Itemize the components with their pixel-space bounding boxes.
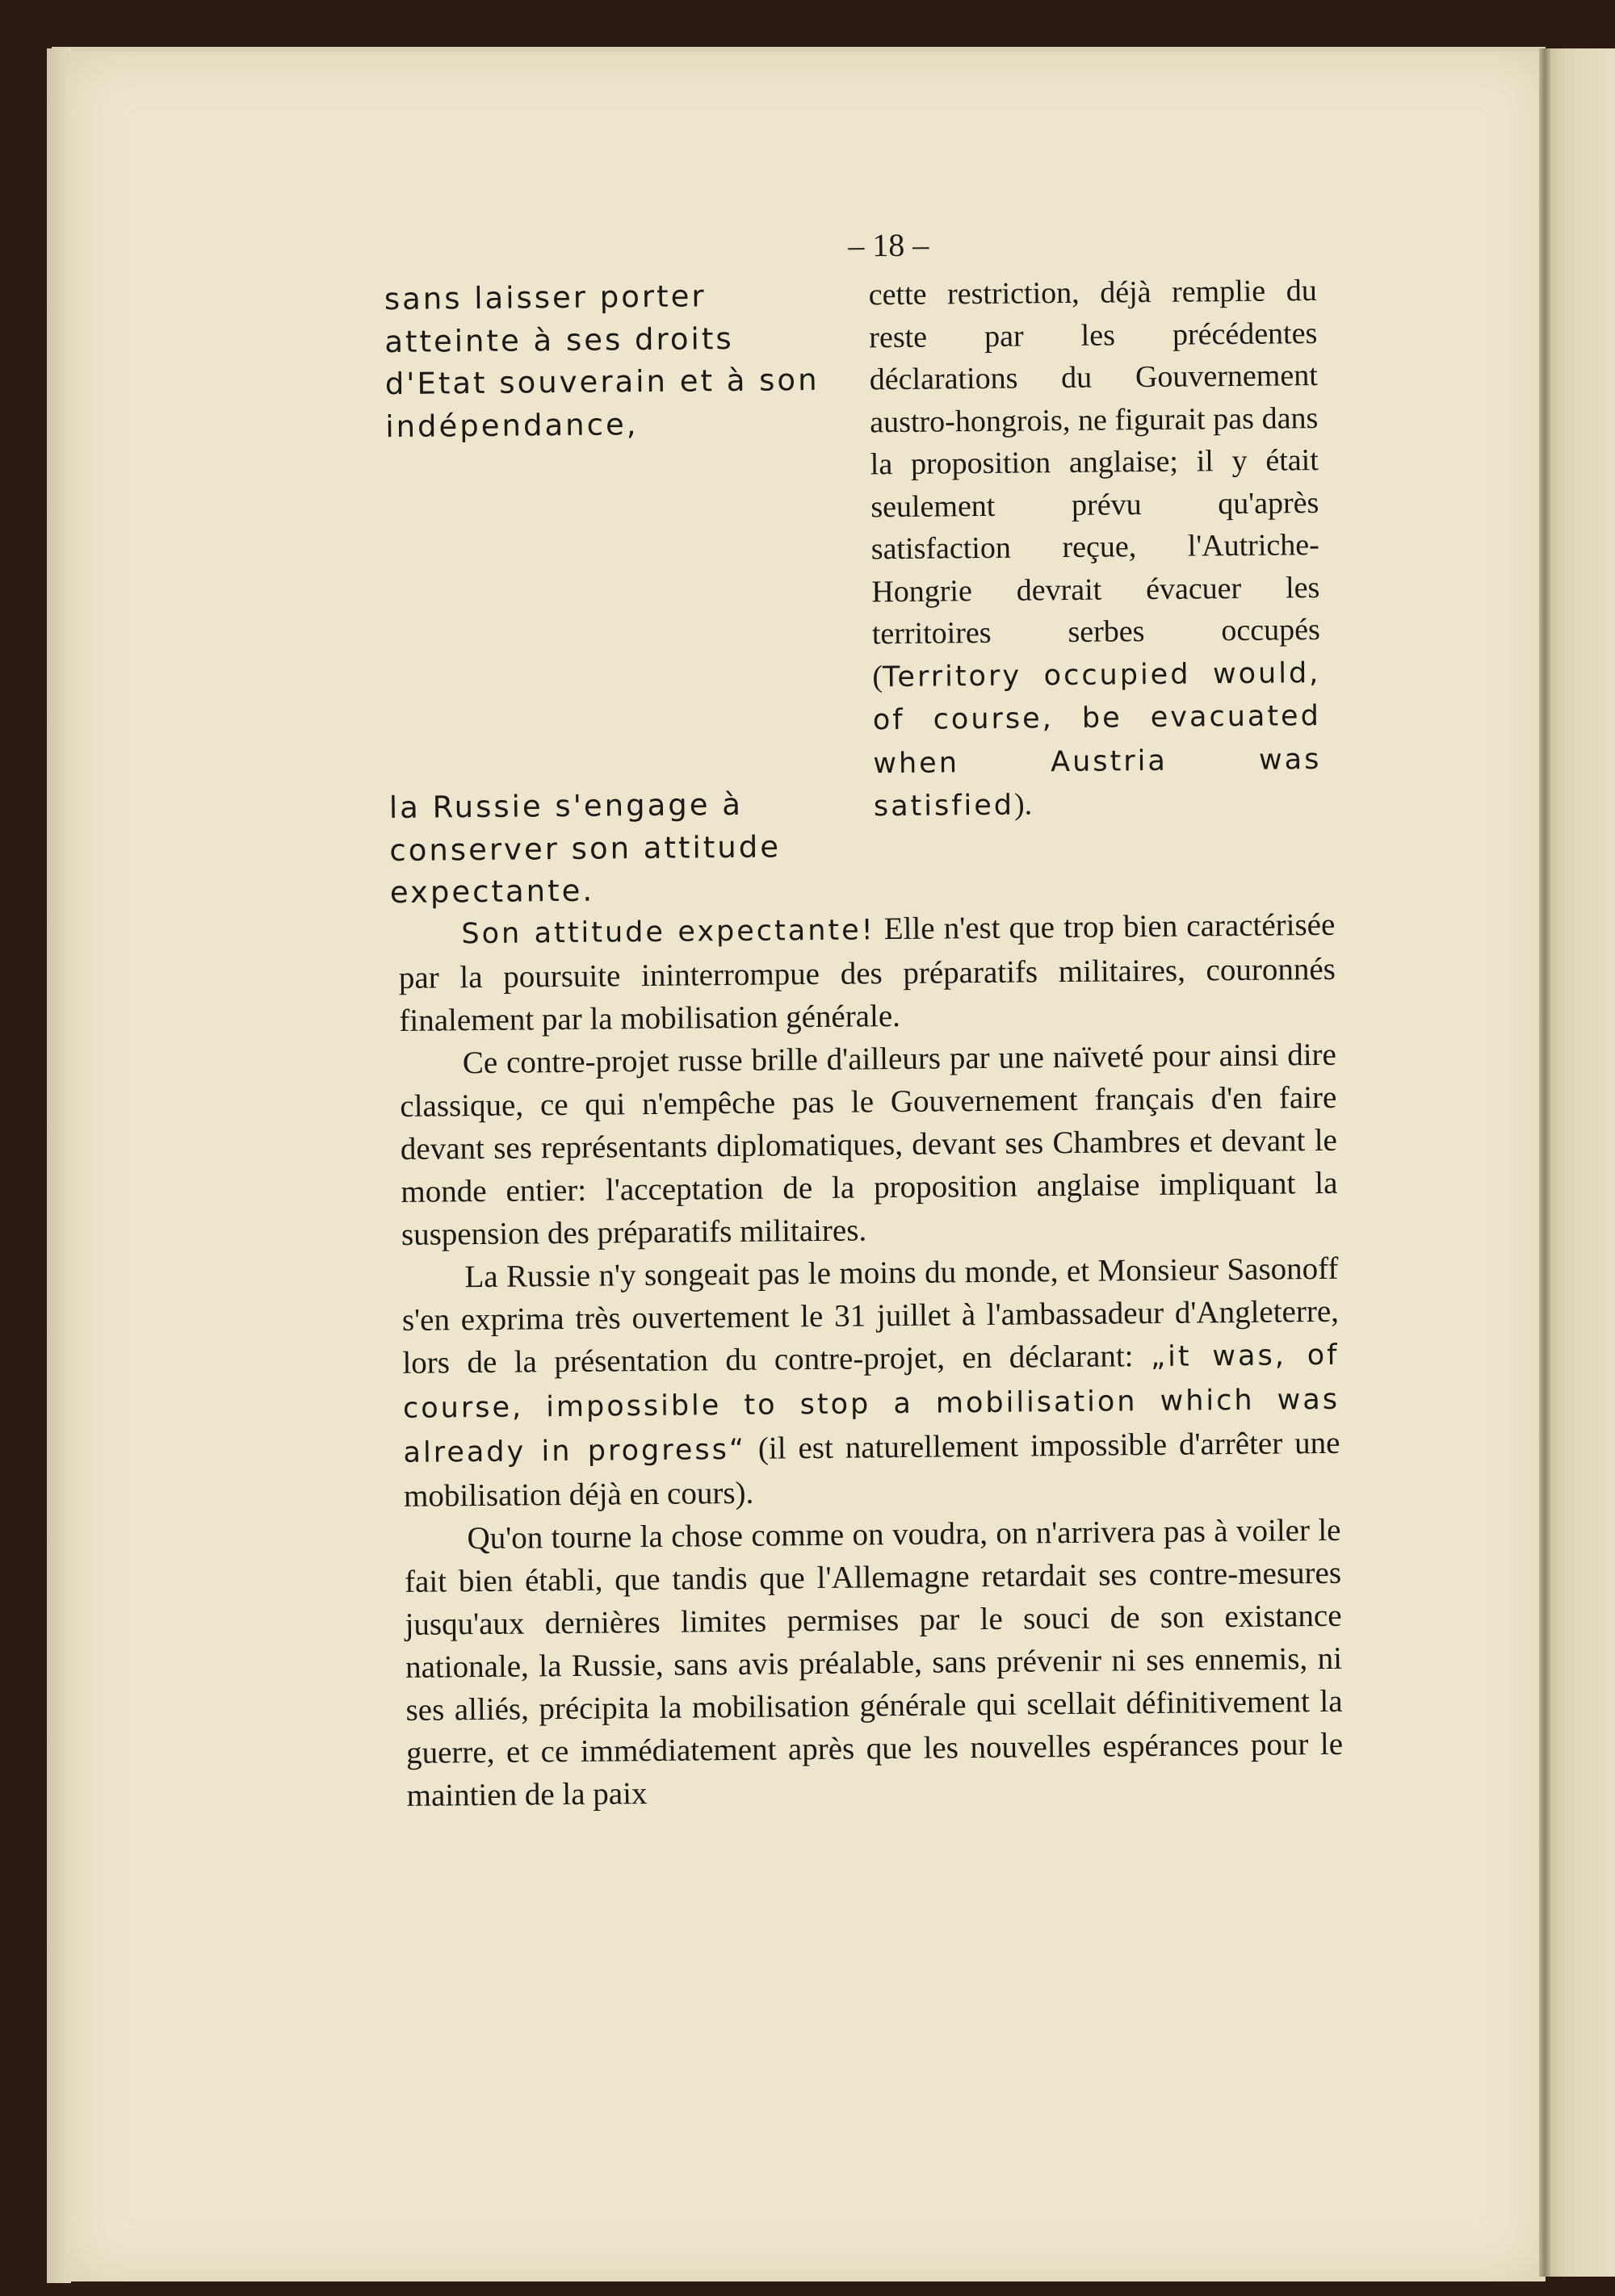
left-column-upper-text: sans laisser porter atteinte à ses droits d'Etat souverain et à son indépendance, <box>384 279 820 444</box>
english-quote: Territory occupied would, of course, be evacuated when Austria was satisfied <box>872 656 1322 823</box>
paragraph-1-spaced: Son attitude expectante! <box>461 914 875 951</box>
binding-gutter <box>1539 48 1550 2277</box>
paragraph-3-start: La Russie n'y songeait pas le moins du monde, et Monsieur Sasonoff s'en exprima très ouvertement le 31 juillet à l'ambassadeur d'Angleterre, lors de la présentation du contre-projet, en déclarant: <box>401 1251 1340 1381</box>
paragraph-3-quote: „it was, of course, impossible to stop a mobilisation which was already in progress“ <box>402 1339 1340 1469</box>
paragraph-3-end: (il est naturellement impossible d'arrêter une mobilisation déjà en cours). <box>403 1425 1340 1514</box>
paragraph-1 <box>398 903 1336 1042</box>
page-number: – 18 – <box>847 226 929 264</box>
main-body-text <box>398 903 1344 1817</box>
paragraph-4: Qu'on tourne la chose comme on voudra, on n'arrivera pas à voiler le fait bien établi, que tandis que l'Allemagne retardait ses contre-mesures jusqu'aux dernières limites permises par le souci de son existance nationale, la Russie, sans avis préalable, sans prévenir ni ses ennemis, ni ses alliés, précipita la mobilisation générale qui scellait définitivement la guerre, et ce immédiatement après que les nouvelles espérances pour le maintien de la paix <box>404 1512 1344 1813</box>
paragraph-1-rest: Elle n'est que trop bien caractérisée par la poursuite ininterrompue des préparatifs militaires, couronnés finalement par la mobilisation générale. <box>398 907 1336 1038</box>
right-column-text: cette restriction, déjà remplie du reste par les précédentes déclarations du Gouvernement austro-hongrois, ne figurait pas dans la proposition anglaise; il y était seulement prévu qu'après satisfaction reçue, l'Autriche-Hongrie devrait évacuer les territoires serbes occupés ( <box>868 274 1321 693</box>
paragraph-2: Ce contre-projet russe brille d'ailleurs par une naïveté pour ainsi dire classique, ce qui n'empêche pas le Gouvernement français d'en faire devant ses représentants diplomatiques, devant ses Chambres et devant le monde entier: l'acceptation de la proposition anglaise impliquant la suspension des préparatifs militaires. <box>400 1037 1338 1252</box>
right-column-paragraph <box>869 270 1323 828</box>
page-text-block <box>384 221 1344 1817</box>
paragraph-3 <box>401 1247 1340 1518</box>
right-column <box>869 270 1323 828</box>
adjacent-page-edge <box>1546 48 1615 2277</box>
left-column-lower-text: la Russie s'engage à conserver son attitude expectante. <box>388 786 782 911</box>
left-column <box>384 274 838 911</box>
two-column-section <box>384 270 1335 912</box>
right-column-close: ). <box>1013 787 1033 822</box>
